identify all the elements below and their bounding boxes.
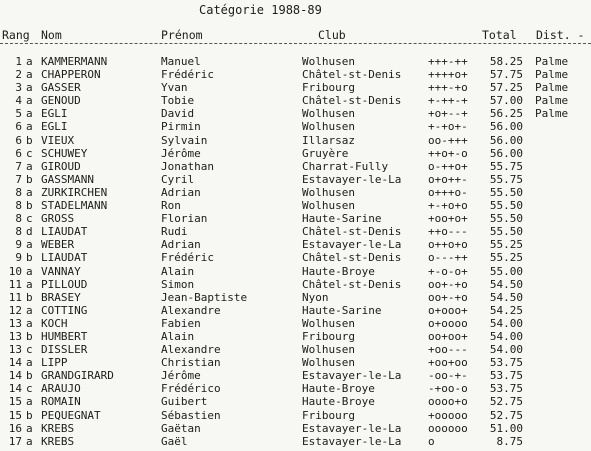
rank-letter-cell: c [26, 343, 33, 357]
name-cell: PEQUEGNAT [41, 408, 101, 422]
distinction-cell: Palme [535, 94, 569, 108]
firstname-cell: David [161, 107, 195, 121]
table-row [0, 81, 591, 94]
table-row [0, 356, 591, 369]
total-cell: 51.00 [489, 421, 523, 435]
name-cell: GASSER [41, 81, 81, 95]
name-cell: ARAUJO [41, 382, 81, 396]
rank-cell: 9 [15, 251, 22, 265]
marks-cell: +-+o+o [428, 199, 468, 213]
club-cell: Wolhusen [302, 120, 355, 134]
distinction-cell: Palme [535, 68, 569, 82]
total-cell: 55.25 [489, 251, 523, 265]
firstname-cell: Jérôme [161, 369, 201, 383]
distinction-cell: Palme [535, 81, 569, 95]
table-row [0, 330, 591, 343]
firstname-cell: Manuel [161, 55, 201, 68]
total-cell: 53.75 [489, 369, 523, 383]
rank-letter-cell: a [26, 68, 33, 82]
total-cell: 52.75 [489, 395, 523, 409]
name-cell: BRASEY [41, 290, 81, 304]
firstname-cell: Frédérico [161, 382, 221, 396]
table-row [0, 238, 591, 251]
name-cell: STADELMANN [41, 199, 108, 213]
marks-cell: o+++o- [428, 185, 468, 199]
name-cell: ROMAIN [41, 395, 81, 409]
rank-cell: 2 [15, 68, 22, 82]
firstname-cell: Jérôme [161, 146, 201, 160]
total-cell: 55.25 [489, 238, 523, 252]
firstname-cell: Alain [161, 329, 195, 343]
total-cell: 54.00 [489, 343, 523, 357]
firstname-cell: Florian [161, 212, 208, 226]
name-cell: HUMBERT [41, 329, 88, 343]
marks-cell: o++o+o [428, 238, 468, 252]
rank-letter-cell: a [26, 120, 33, 134]
table-row [0, 225, 591, 238]
table-row [0, 395, 591, 408]
rank-letter-cell: b [26, 251, 33, 265]
rank-cell: 13 [8, 329, 22, 343]
club-cell: Wolhusen [302, 356, 355, 370]
rank-cell: 8 [15, 185, 22, 199]
total-cell: 55.50 [489, 199, 523, 213]
name-cell: GROSS [41, 212, 75, 226]
rank-letter-cell: a [26, 159, 33, 173]
marks-cell: +++-++ [428, 55, 468, 68]
club-cell: Haute-Broye [302, 382, 375, 396]
rank-cell: 4 [15, 94, 22, 108]
rank-letter-cell: d [26, 225, 33, 239]
rank-letter-cell: c [26, 146, 33, 160]
firstname-cell: Adrian [161, 185, 201, 199]
total-cell: 57.75 [489, 68, 523, 82]
table-row [0, 160, 591, 173]
name-cell: LIAUDAT [41, 225, 88, 239]
rank-cell: 6 [15, 120, 22, 134]
firstname-cell: Alexandre [161, 343, 221, 357]
rank-letter-cell: a [26, 55, 33, 68]
name-cell: EGLI [41, 107, 68, 121]
table-row [0, 134, 591, 147]
firstname-cell: Simon [161, 277, 195, 291]
rank-letter-cell: b [26, 408, 33, 422]
club-cell: Fribourg [302, 408, 355, 422]
table-row [0, 94, 591, 107]
name-cell: CHAPPERON [41, 68, 101, 82]
name-cell: ZURKIRCHEN [41, 185, 108, 199]
marks-cell: oooo+o [428, 395, 468, 409]
firstname-cell: Fabien [161, 316, 201, 330]
rank-cell: 13 [8, 316, 22, 330]
rank-cell: 9 [15, 238, 22, 252]
club-cell: Illarsaz [302, 133, 355, 147]
marks-cell: +oo--- [428, 343, 468, 357]
rank-letter-cell: a [26, 277, 33, 291]
firstname-cell: Pirmin [161, 120, 201, 134]
total-cell: 58.25 [489, 55, 523, 68]
club-cell: Châtel-st-Denis [302, 277, 402, 291]
name-cell: DISSLER [41, 343, 88, 357]
club-cell: Wolhusen [302, 199, 355, 213]
firstname-cell: Tobie [161, 94, 195, 108]
header-total: Total [482, 28, 517, 42]
rank-cell: 11 [8, 277, 22, 291]
rank-letter-cell: c [26, 382, 33, 396]
rank-letter-cell: a [26, 107, 33, 121]
header-prenom: Prénom [161, 28, 203, 42]
marks-cell: ++o--- [428, 225, 468, 239]
marks-cell: +-o-o+ [428, 264, 468, 278]
club-cell: Estavayer-le-La [302, 238, 402, 252]
rank-cell: 14 [8, 356, 22, 370]
name-cell: GRANDGIRARD [41, 369, 114, 383]
table-row [0, 265, 591, 278]
total-cell: 56.00 [489, 120, 523, 134]
name-cell: GASSMANN [41, 172, 94, 186]
table-row [0, 251, 591, 264]
rank-letter-cell: a [26, 316, 33, 330]
marks-cell: oooooo [428, 421, 468, 435]
rank-letter-cell: b [26, 199, 33, 213]
total-cell: 55.50 [489, 225, 523, 239]
club-cell: Wolhusen [302, 185, 355, 199]
name-cell: LIPP [41, 356, 68, 370]
rank-letter-cell: a [26, 238, 33, 252]
marks-cell: o+ooo+ [428, 303, 468, 317]
total-cell: 56.00 [489, 146, 523, 160]
table-row [0, 212, 591, 225]
firstname-cell: Gaëtan [161, 421, 201, 435]
firstname-cell: Guibert [161, 395, 208, 409]
marks-cell: +o+--+ [428, 107, 468, 121]
marks-cell: +ooooo [428, 408, 468, 422]
total-cell: 54.25 [489, 303, 523, 317]
club-cell: Wolhusen [302, 55, 355, 68]
name-cell: PILLOUD [41, 277, 88, 291]
club-cell: Haute-Sarine [302, 212, 382, 226]
rank-cell: 7 [15, 159, 22, 173]
table-row [0, 435, 591, 448]
marks-cell: oo+-+o [428, 277, 468, 291]
rank-cell: 8 [15, 199, 22, 213]
firstname-cell: Jean-Baptiste [161, 290, 248, 304]
rank-letter-cell: a [26, 421, 33, 435]
total-cell: 54.00 [489, 316, 523, 330]
rank-cell: 10 [8, 264, 22, 278]
name-cell: KOCH [41, 316, 68, 330]
marks-cell: o---++ [428, 251, 468, 265]
marks-cell: oo-+++ [428, 133, 468, 147]
table-row [0, 382, 591, 395]
marks-cell: +-+o+- [428, 120, 468, 134]
rank-letter-cell: c [26, 212, 33, 226]
firstname-cell: Sylvain [161, 133, 208, 147]
table-row [0, 120, 591, 133]
club-cell: Wolhusen [302, 107, 355, 121]
rank-cell: 15 [8, 408, 22, 422]
club-cell: Estavayer-le-La [302, 369, 402, 383]
rank-cell: 5 [15, 107, 22, 121]
rank-cell: 8 [15, 212, 22, 226]
rank-cell: 16 [8, 421, 22, 435]
rank-cell: 7 [15, 172, 22, 186]
table-row [0, 186, 591, 199]
table-row [0, 409, 591, 422]
distinction-cell: Palme [535, 55, 569, 68]
total-cell: 53.75 [489, 356, 523, 370]
club-cell: Fribourg [302, 81, 355, 95]
table-row [0, 278, 591, 291]
name-cell: KREBS [41, 434, 75, 448]
firstname-cell: Alain [161, 264, 195, 278]
rank-cell: 3 [15, 81, 22, 95]
table-row [0, 304, 591, 317]
name-cell: KREBS [41, 421, 75, 435]
club-cell: Fribourg [302, 329, 355, 343]
page-title: Catégorie 1988-89 [199, 3, 322, 17]
rank-cell: 6 [15, 146, 22, 160]
total-cell: 52.75 [489, 408, 523, 422]
table-row [0, 422, 591, 435]
total-cell: 8.75 [496, 434, 523, 448]
total-cell: 57.00 [489, 94, 523, 108]
header-club: Club [318, 28, 346, 42]
name-cell: GIROUD [41, 159, 81, 173]
marks-cell: o-++o+ [428, 159, 468, 173]
firstname-cell: Cyril [161, 172, 195, 186]
club-cell: Estavayer-le-La [302, 434, 402, 448]
marks-cell: ++++o+ [428, 68, 468, 82]
club-cell: Gruyère [302, 146, 349, 160]
marks-cell: o [428, 434, 435, 448]
firstname-cell: Christian [161, 356, 221, 370]
total-cell: 54.00 [489, 329, 523, 343]
rank-cell: 12 [8, 303, 22, 317]
firstname-cell: Ron [161, 199, 181, 213]
total-cell: 55.75 [489, 172, 523, 186]
total-cell: 56.00 [489, 133, 523, 147]
club-cell: Estavayer-le-La [302, 172, 402, 186]
rank-letter-cell: b [26, 290, 33, 304]
rank-letter-cell: a [26, 395, 33, 409]
marks-cell: -+oo-o [428, 382, 468, 396]
total-cell: 53.75 [489, 382, 523, 396]
name-cell: WEBER [41, 238, 75, 252]
table-row [0, 55, 591, 68]
name-cell: VIEUX [41, 133, 75, 147]
marks-cell: oo+oo+ [428, 329, 468, 343]
rank-cell: 1 [15, 55, 22, 68]
total-cell: 54.50 [489, 277, 523, 291]
rank-letter-cell: b [26, 369, 33, 383]
table-row [0, 369, 591, 382]
rank-letter-cell: a [26, 185, 33, 199]
club-cell: Châtel-st-Denis [302, 68, 402, 82]
table-row [0, 291, 591, 304]
marks-cell: o+oooo [428, 316, 468, 330]
club-cell: Nyon [302, 290, 329, 304]
total-cell: 55.00 [489, 264, 523, 278]
rank-cell: 11 [8, 290, 22, 304]
name-cell: COTTING [41, 303, 88, 317]
rank-cell: 14 [8, 382, 22, 396]
marks-cell: ++o+-o [428, 146, 468, 160]
name-cell: EGLI [41, 120, 68, 134]
total-cell: 55.75 [489, 159, 523, 173]
table-row [0, 68, 591, 81]
rank-cell: 6 [15, 133, 22, 147]
marks-cell: +oo+o+ [428, 212, 468, 226]
name-cell: LIAUDAT [41, 251, 88, 265]
header-nom: Nom [41, 28, 62, 42]
marks-cell: oo+-+o [428, 290, 468, 304]
firstname-cell: Yvan [161, 81, 188, 95]
total-cell: 54.50 [489, 290, 523, 304]
club-cell: Haute-Sarine [302, 303, 382, 317]
name-cell: SCHUWEY [41, 146, 88, 160]
club-cell: Charrat-Fully [302, 159, 389, 173]
club-cell: Châtel-st-Denis [302, 94, 402, 108]
name-cell: KAMMERMANN [41, 55, 108, 68]
header-dist: Dist. - [536, 28, 585, 42]
distinction-cell: Palme [535, 107, 569, 121]
club-cell: Haute-Broye [302, 264, 375, 278]
rank-letter-cell: a [26, 434, 33, 448]
table-row [0, 343, 591, 356]
rank-letter-cell: a [26, 81, 33, 95]
marks-cell: +oo+oo [428, 356, 468, 370]
marks-cell: +-++-+ [428, 94, 468, 108]
club-cell: Châtel-st-Denis [302, 225, 402, 239]
table-row [0, 173, 591, 186]
table-header [0, 28, 591, 42]
rank-cell: 15 [8, 395, 22, 409]
rank-cell: 8 [15, 225, 22, 239]
total-cell: 55.50 [489, 185, 523, 199]
club-cell: Haute-Broye [302, 395, 375, 409]
rank-letter-cell: b [26, 133, 33, 147]
table-row [0, 147, 591, 160]
club-cell: Estavayer-le-La [302, 421, 402, 435]
header-divider [0, 43, 591, 44]
total-cell: 55.50 [489, 212, 523, 226]
total-cell: 57.25 [489, 81, 523, 95]
marks-cell: -oo-+- [428, 369, 468, 383]
rank-letter-cell: b [26, 329, 33, 343]
rank-cell: 13 [8, 343, 22, 357]
table-row [0, 199, 591, 212]
table-row [0, 107, 591, 120]
results-table [0, 55, 591, 448]
total-cell: 56.25 [489, 107, 523, 121]
club-cell: Châtel-st-Denis [302, 251, 402, 265]
firstname-cell: Jonathan [161, 159, 214, 173]
rank-letter-cell: a [26, 264, 33, 278]
marks-cell: o+o++- [428, 172, 468, 186]
rank-cell: 17 [8, 434, 22, 448]
rank-letter-cell: b [26, 172, 33, 186]
rank-letter-cell: a [26, 94, 33, 108]
firstname-cell: Sébastien [161, 408, 221, 422]
firstname-cell: Frédéric [161, 68, 214, 82]
rank-cell: 14 [8, 369, 22, 383]
table-row [0, 317, 591, 330]
club-cell: Wolhusen [302, 316, 355, 330]
firstname-cell: Alexandre [161, 303, 221, 317]
rank-letter-cell: a [26, 303, 33, 317]
name-cell: VANNAY [41, 264, 81, 278]
firstname-cell: Frédéric [161, 251, 214, 265]
rank-letter-cell: a [26, 356, 33, 370]
marks-cell: +++-+o [428, 81, 468, 95]
firstname-cell: Gaël [161, 434, 188, 448]
header-rang: Rang [2, 28, 30, 42]
firstname-cell: Rudi [161, 225, 188, 239]
name-cell: GENOUD [41, 94, 81, 108]
club-cell: Wolhusen [302, 343, 355, 357]
firstname-cell: Adrian [161, 238, 201, 252]
